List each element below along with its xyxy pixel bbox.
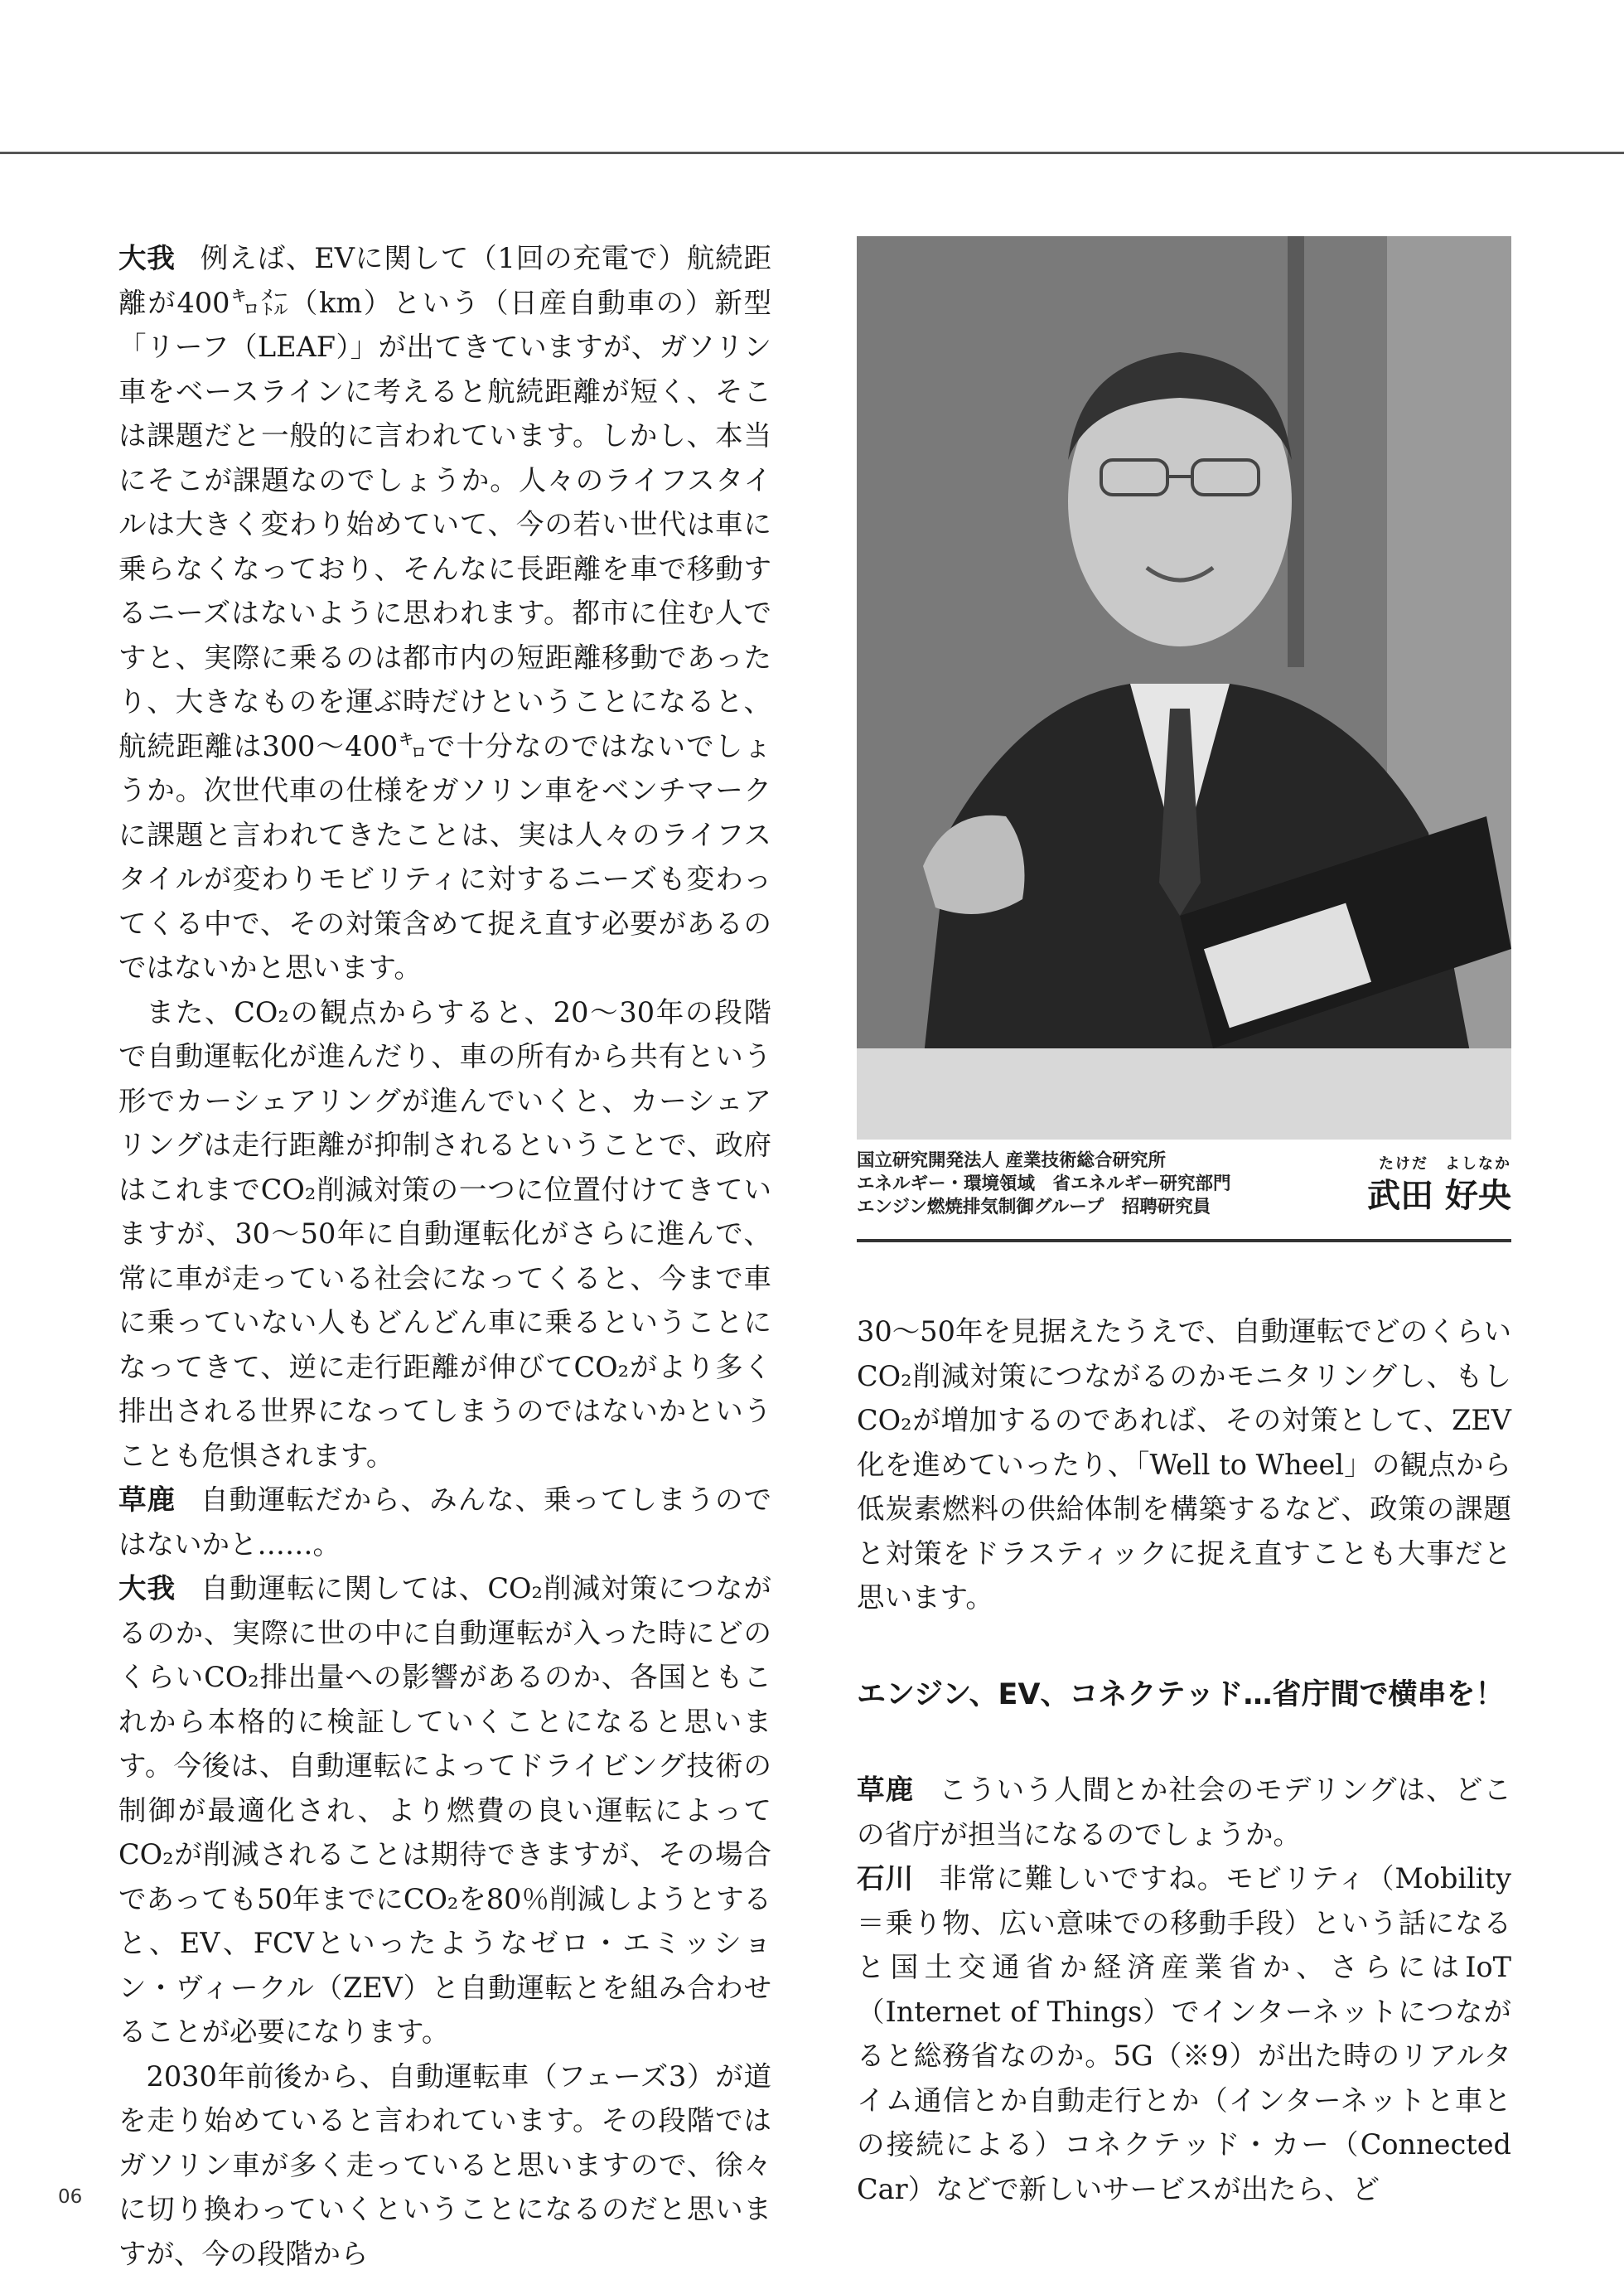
speaker-label: 大我 [118, 1572, 176, 1604]
caption-org-line: 国立研究開発法人 産業技術総合研究所 [857, 1150, 1166, 1171]
paragraph-text: 30～50年を見据えたうえで、自動運転でどのくらいCO₂削減対策につながるのかモニタリングし、もしCO₂が増加するのであれば、その対策として、ZEV化を進めていったり、「Well to Wheel」の観点から低炭素燃料の供給体制を構築するなど、政策の課題と対策をドラスティックに捉え直すことも大事だと思います。 [857, 1315, 1511, 1614]
paragraph-5 [118, 2054, 771, 2277]
paragraph-2 [118, 990, 771, 1479]
paragraph-6 [857, 1309, 1511, 1620]
paragraph-1 [118, 236, 771, 990]
portrait-photo [857, 236, 1511, 1140]
page-number: 06 [58, 2186, 83, 2208]
caption-org-line: エネルギー・環境領域 省エネルギー研究部門 [857, 1174, 1231, 1194]
paragraph-text: 自動運転だから、みんな、乗ってしまうのではないかと……。 [118, 1483, 772, 1561]
paragraph-8 [857, 1856, 1511, 2211]
paragraph-text: 例えば、EVに関して（1回の充電で）航続距離が400㌔㍍（km）という（日産自動車の）新型「リーフ（LEAF）」が出てきていますが、ガソリン車をベースラインに考えると航続距離が短く、そこは課題だと一般的に言われています。しかし、本当にそこが課題なのでしょうか。人々のライフスタイルは大きく変わり始めていて、今の若い世代は車に乗らなくなっており、そんなに長距離を車で移動するニーズはないように思われます。都市に住む人ですと、実際に乗るのは都市内の短距離移動であったり、大きなものを運ぶ時だけということになると、航続距離は300～400㌔で十分なのではないでしょうか。次世代車の仕様をガソリン車をベンチマークに課題と言われてきたことは、実は人々のライフスタイルが変わりモビリティに対するニーズも変わってくる中で、その対策含めて捉え直す必要があるのではないかと思います。 [118, 242, 772, 984]
caption-affiliation [857, 1149, 1321, 1219]
right-column-bottom [857, 1768, 1511, 2211]
desk [857, 1048, 1511, 1140]
paragraph-text: 非常に難しいですね。モビリティ（Mobility＝乗り物、広い意味での移動手段）という話になると国土交通省か経済産業省か、さらにはIoT（Internet of Things）でインターネットにつながると総務省なのか。5G（※9）が出た時のリアルタイム通信とか自動走行とか（インターネットと車との接続による）コネクテッド・カー（Connected Car）などで新しいサービスが出たら、ど [857, 1862, 1511, 2205]
right-column-top [857, 1309, 1511, 1620]
caption-org-line: エンジン燃焼排気制御グループ 招聘研究員 [857, 1197, 1211, 1217]
section-heading: エンジン、EV、コネクテッド…省庁間で横串を！ [857, 1678, 1505, 1711]
header-rule [0, 152, 1624, 154]
paragraph-text: こういう人間とか社会のモデリングは、どこの省庁が担当になるのでしょうか。 [857, 1774, 1511, 1851]
speaker-label: 大我 [118, 242, 176, 274]
paragraph-4 [118, 1566, 771, 2054]
photo-caption [857, 1148, 1511, 1242]
paragraph-text: また、CO₂の観点からすると、20～30年の段階で自動運転化が進んだり、車の所有から共有という形でカーシェアリングが進んでいくと、カーシェアリングは走行距離が抑制されるということで、政府はこれまでCO₂削減対策の一つに位置付けてきていますが、30～50年に自動運転化がさらに進んで、常に車が走っている社会になってくると、今まで車に乗っていない人もどんどん車に乗るということになってきて、逆に走行距離が伸びてCO₂がより多く排出される世界になってしまうのではないかということも危惧されます。 [118, 995, 771, 1472]
person-name: 武田 好央 [1367, 1177, 1511, 1215]
portrait-illustration [857, 236, 1511, 1140]
speaker-label: 草鹿 [857, 1774, 915, 1806]
left-column [118, 236, 771, 2276]
paragraph-7 [857, 1768, 1511, 1856]
paragraph-text: 自動運転に関しては、CO₂削減対策につながるのか、実際に世の中に自動運転が入った時にどのくらいCO₂排出量への影響があるのか、各国ともこれから本格的に検証していくことになると思います。今後は、自動運転によってドライビング技術の制御が最適化され、より燃費の良い運転によってCO₂が削減されることは期待できますが、その場合であっても50年までにCO₂を80％削減しようとすると、EV、FCVといったようなゼロ・エミッション・ヴィークル（ZEV）と自動運転とを組み合わせることが必要になります。 [118, 1572, 771, 2048]
speaker-label: 草鹿 [118, 1483, 176, 1516]
caption-name-block [1346, 1148, 1511, 1217]
paragraph-3 [118, 1478, 771, 1566]
speaker-label: 石川 [857, 1862, 915, 1895]
paragraph-text: 2030年前後から、自動運転車（フェーズ3）が道を走り始めていると言われています。その段階ではガソリン車が多く走っていると思いますので、徐々に切り換わっていくということになるのだと思いますが、今の段階から [118, 2059, 771, 2270]
name-ruby: たけだ よしなか [1379, 1155, 1511, 1173]
